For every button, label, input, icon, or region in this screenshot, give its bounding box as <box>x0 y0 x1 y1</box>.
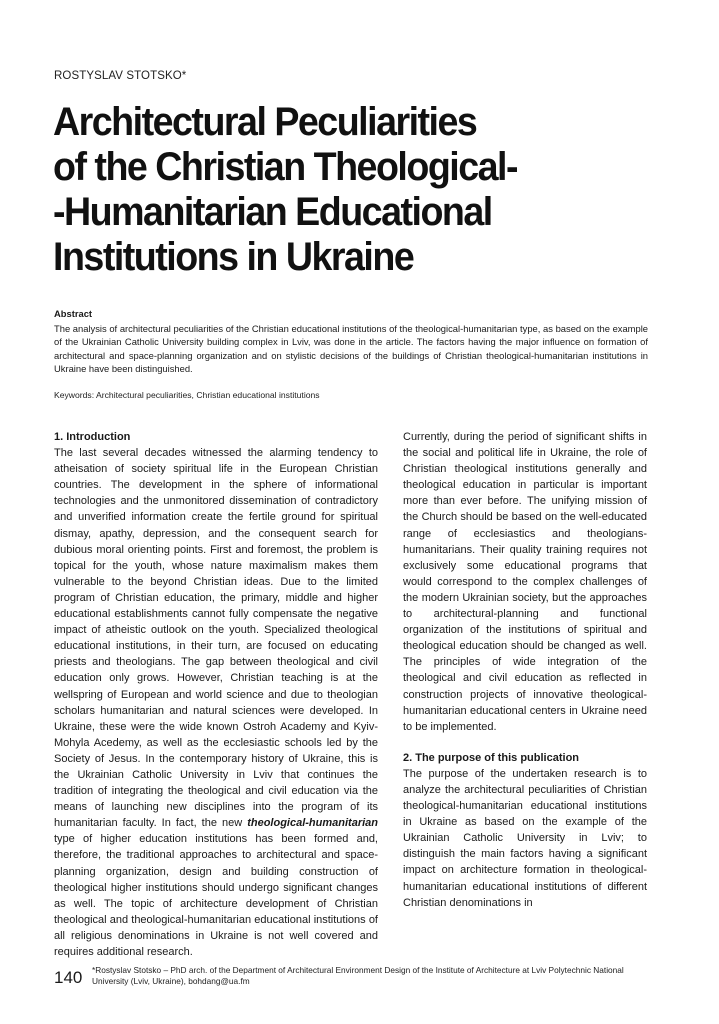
section-heading-purpose: 2. The purpose of this publication <box>403 751 580 764</box>
title-line-2: of the Christian Theological- <box>53 145 518 189</box>
article-title <box>53 100 636 280</box>
title-line-1: Architectural Peculiarities <box>53 100 477 144</box>
page-number: 140 <box>54 968 83 987</box>
title-line-4: Institutions in Ukraine <box>53 235 414 279</box>
introduction-text-part-1: The last several decades witnessed the alarming tendency to atheisation of society spiritual life in the European Christian countries. The development in the sphere of informational technologies and the unmonitored dissemination of contradictory and unverified information create the fertile ground for spiritual dismay, apathy, depression, and the consequent search for dubious moral orienting points. First and foremost, the problem is topical for the youth, whose nature maximalism makes them vulnerable to the beyond Christian ideas. Due to the limited program of Christian education, the primary, middle and higher educational establishments cannot fully compensate the negative impact of atheistic outlook on the youth. Specialized theological educational institutions, in their turn, are focused on educating priests and theologians. The gap between theological and civil education only grows. However, Christian teaching is at the wellspring of European and world science and due to theologian scholars humanitarian and natural sciences were developed. In Ukraine, these were the wide known Ostroh Academy and Kyiv-Mohyla Acedemy, as well as the ecclesiastic schools led by the Society of Jesus. In the contemporary history of Ukraine, this is the Ukrainian Catholic University in Lviv that continues the tradition of integrating the theological and civil education via the means of launching new disciplines into the program of its humanitarian faculty. In fact, the new <box>54 447 378 830</box>
body-column-right <box>403 429 647 911</box>
section-gap <box>403 735 647 750</box>
abstract-block <box>54 307 648 376</box>
section-heading-introduction: 1. Introduction <box>54 431 131 443</box>
author-name: ROSTYSLAV STOTSKO* <box>54 70 187 82</box>
body-column-left <box>54 429 378 960</box>
purpose-paragraph: The purpose of the undertaken research is to analyze the architectural peculiarities of Christian theological-humanitarian educational institutions in Ukraine as based on the example of the Ukrainian Catholic University in Lviv; to distinguish the main factors having a significant impact on architecture formation in theological-humanitarian educational institutions of different Christian denominations in <box>403 767 647 909</box>
introduction-text-part-2: type of higher education institutions has been formed and, therefore, the traditional approaches to architectural and space-planning organization, design and building construction of theological higher institutions should undergo significant changes as well. The topic of architecture development of Christian theological and theological-humanitarian educational institutions of all religious denominations in Ukraine is not well covered and requires additional research. <box>54 833 378 958</box>
abstract-heading: Abstract <box>54 308 93 319</box>
introduction-paragraph-2: Currently, during the period of significant shifts in the social and political life in Ukraine, the role of Christian theological institutions generally and theological education in particular is important more than ever before. The unifying mission of the Church should be based on the well-educated range of ecclesiastics and theologians-humanitarians. Their quality training requires not exclusively some educational programs that would correspond to the complex challenges of the modern Ukrainian society, but the approaches to architectural-planning and functional organization of the institutions of spiritual and theological education should be changed as well. The principles of wide integration of the theological and civil education as reflected in construction projects of innovative theological-humanitarian educational centers in Ukraine need to be implemented. <box>403 431 647 733</box>
emphasized-term: theological-humanitarian <box>247 817 378 830</box>
title-line-3: -Humanitarian Educational <box>53 190 492 234</box>
abstract-text: The analysis of architectural peculiarities of the Christian educational institutions of the theological-humanitarian type, as based on the example of the Ukrainian Catholic University building complex in Lviv, was done in the article. The factors having the major influence on formation of architectural and space-planning organization and on stylistic decisions of the buildings of Christian theological-humanitarian institutions in Ukraine have been distinguished. <box>54 322 648 374</box>
author-footnote: *Rostyslav Stotsko – PhD arch. of the Department of Architectural Environment Design of the Institute of Architecture at Lviv Polytechnic National University (Lviv, Ukraine), bohdang@ua.fm <box>92 965 624 986</box>
introduction-paragraph <box>54 445 378 960</box>
keywords-line: Keywords: Architectural peculiarities, Christian educational institutions <box>54 390 320 400</box>
